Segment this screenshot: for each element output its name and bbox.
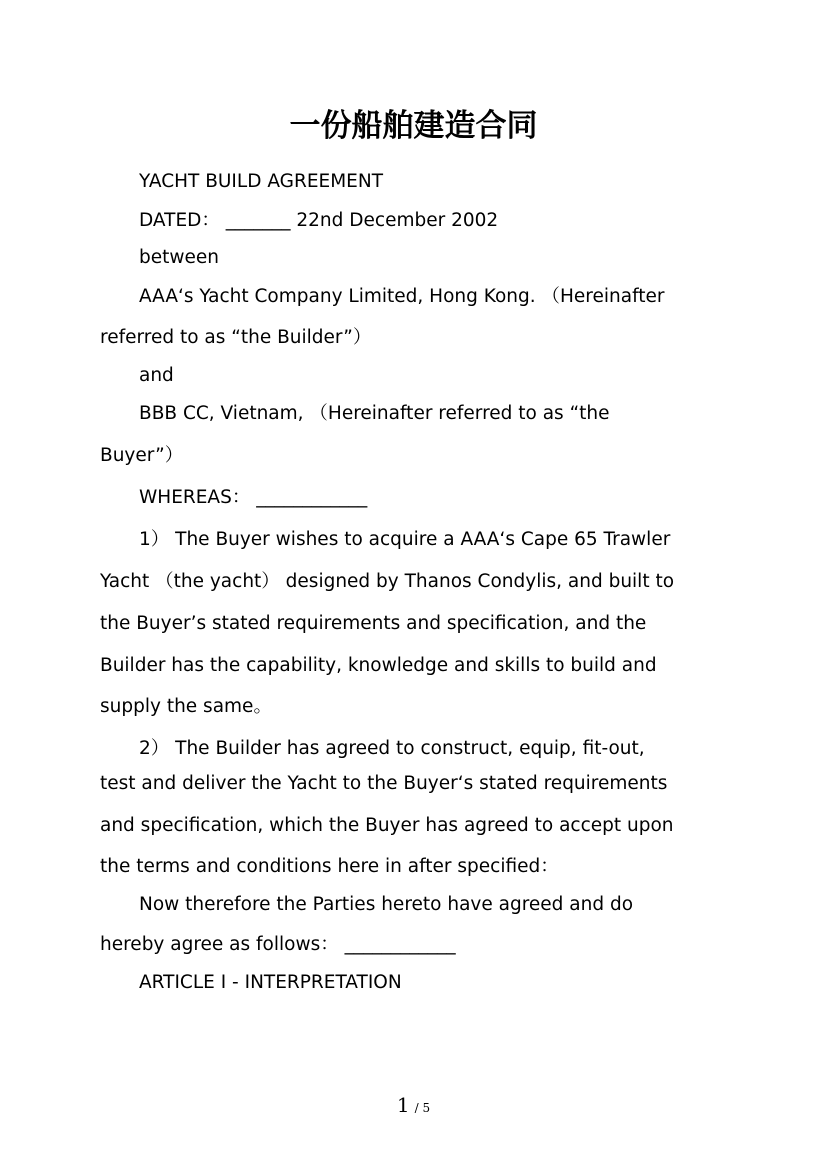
recital-1-line-1: 1） The Buyer wishes to acquire a AAA‘s Cape 65 Trawler [139, 529, 671, 550]
agreement-clause-line-1: Now therefore the Parties hereto have agreed and do [139, 894, 634, 915]
document-title: 一份船舶建造合同 [289, 108, 538, 144]
buyer-party-line-2: Buyer”） [100, 445, 184, 466]
between-line: between [139, 247, 219, 268]
agreement-heading: YACHT BUILD AGREEMENT [139, 171, 384, 192]
recital-2-line-4: the terms and conditions here in after specified： [100, 856, 559, 877]
current-page-number: 1 [396, 1093, 410, 1117]
buyer-party-line-1: BBB CC, Vietnam, （Hereinafter referred to as “the [139, 403, 610, 424]
agreement-clause-line-2: hereby agree as follows： ____________ [100, 934, 456, 955]
builder-party-line-1: AAA‘s Yacht Company Limited, Hong Kong. （Hereinafter [139, 286, 665, 307]
builder-party-line-2: referred to as “the Builder”） [100, 327, 372, 348]
recital-1-line-4: Builder has the capability, knowledge and skills to build and [100, 655, 657, 676]
recital-2-line-1: 2） The Builder has agreed to construct, equip, fit-out, [139, 738, 645, 759]
and-line: and [139, 365, 174, 386]
dated-line: DATED： _______ 22nd December 2002 [139, 210, 499, 231]
total-pages: / 5 [414, 1101, 431, 1115]
whereas-line: WHEREAS： ____________ [139, 487, 368, 508]
page-number [0, 1093, 827, 1117]
article-heading: ARTICLE I - INTERPRETATION [139, 972, 402, 993]
recital-2-line-2: test and deliver the Yacht to the Buyer‘s stated requirements [100, 773, 668, 794]
recital-1-line-3: the Buyer’s stated requirements and specification, and the [100, 613, 647, 634]
recital-1-line-5: supply the same。 [100, 696, 272, 717]
recital-2-line-3: and specification, which the Buyer has agreed to accept upon [100, 815, 674, 836]
recital-1-line-2: Yacht （the yacht） designed by Thanos Condylis, and built to [100, 571, 675, 592]
